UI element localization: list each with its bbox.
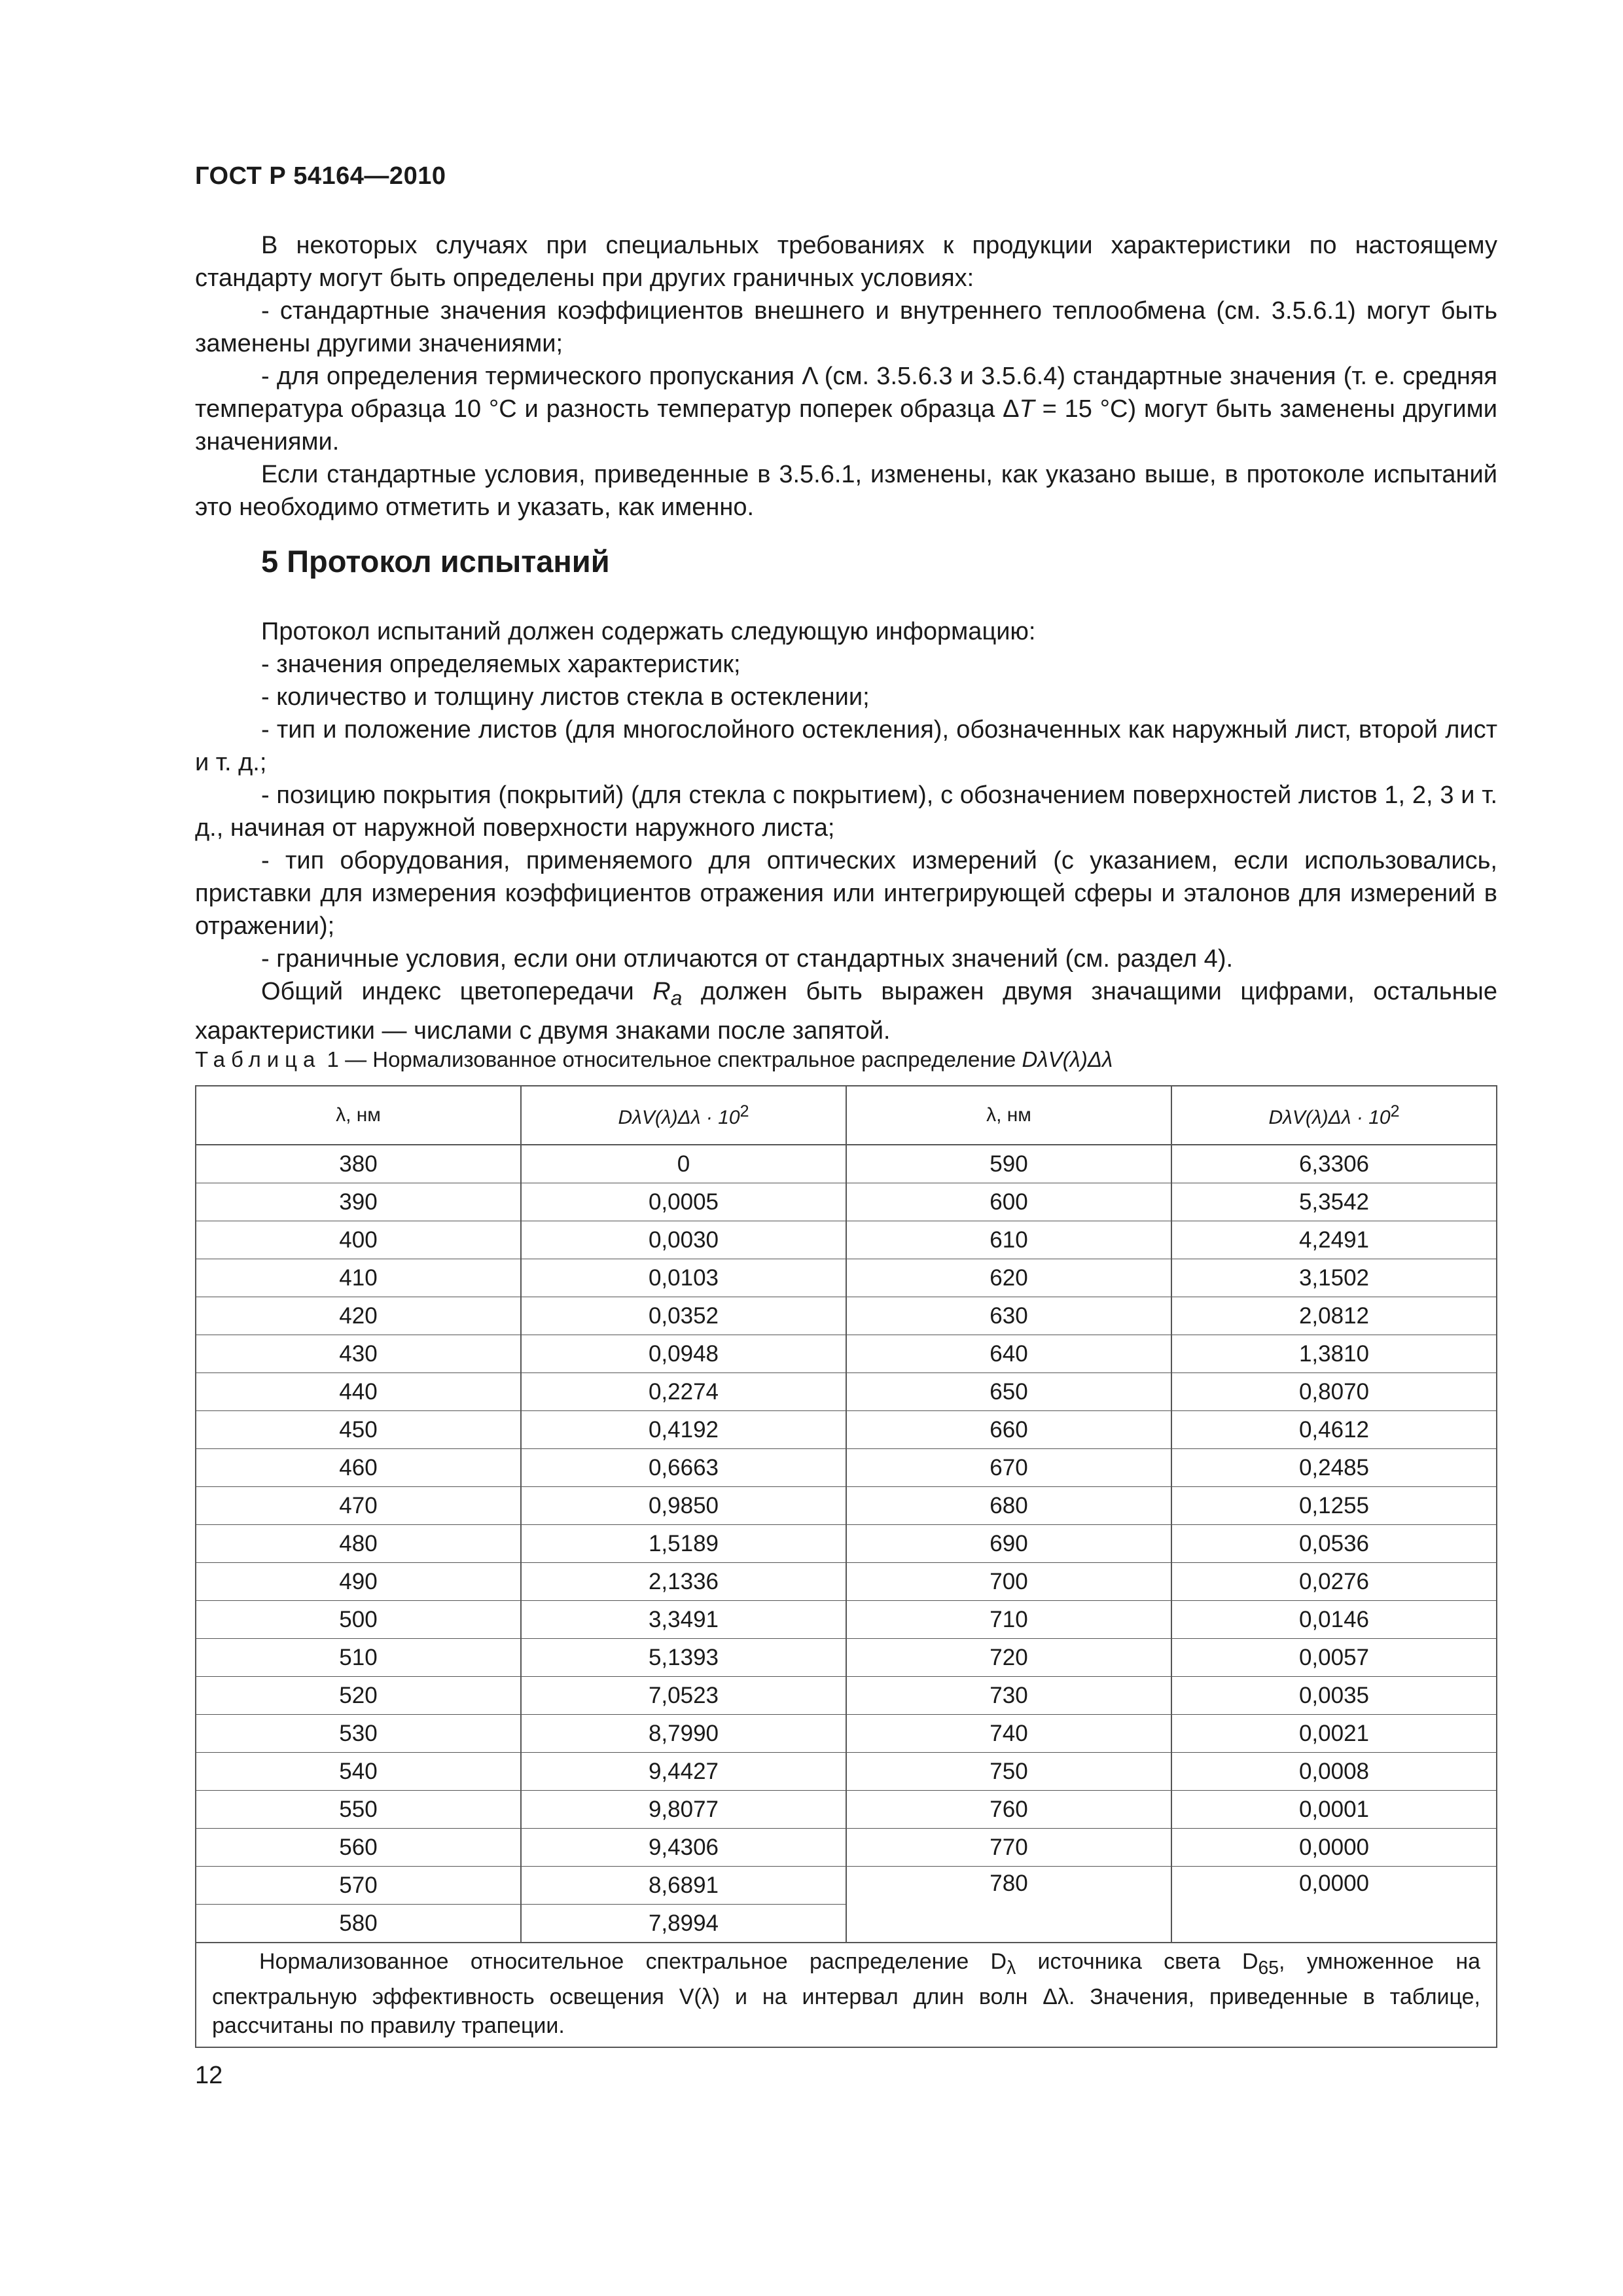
table-cell: 7,8994 xyxy=(521,1905,846,1943)
table-cell: 0,0146 xyxy=(1171,1601,1497,1639)
table-note: Нормализованное относительное спектральное распределение $D_\lambda$ источника света $D_{65}$, умноженное на спектральную эффективность освещения V(λ) и на интервал длин волн Δλ. Значения, приведенные в таблице, рассчитаны по правилу трапеции. xyxy=(196,1943,1497,2047)
table-cell: 5,1393 xyxy=(521,1639,846,1677)
table-cell: 720 xyxy=(846,1639,1171,1677)
table-cell: 610 xyxy=(846,1221,1171,1259)
list-item: - тип оборудования, применяемого для оптических измерений (с указанием, если использовались, приставки для измерения коэффициентов отражения или интегрирующей сферы и эталонов для измерений в отражении); xyxy=(195,847,1497,940)
table-row xyxy=(196,1791,1497,1829)
table-cell: 730 xyxy=(846,1677,1171,1715)
table-cell: 390 xyxy=(196,1183,521,1221)
table-cell: 3,1502 xyxy=(1171,1259,1497,1297)
table-cell: 470 xyxy=(196,1487,521,1525)
table-cell: 0,0030 xyxy=(521,1221,846,1259)
table-cell: 520 xyxy=(196,1677,521,1715)
table-caption: Таблица 1 — Нормализованное относительное спектральное распределение DλV(λ)Δλ xyxy=(195,1047,1113,1071)
table-cell: 680 xyxy=(846,1487,1171,1525)
spectral-table xyxy=(195,1085,1497,2048)
intro-paragraph-2: - стандартные значения коэффициентов внешнего и внутреннего теплообмена (см. 3.5.6.1) могут быть заменены другими значениями; xyxy=(195,297,1497,357)
table-cell: 620 xyxy=(846,1259,1171,1297)
table-cell: 0,4612 xyxy=(1171,1411,1497,1449)
table-row xyxy=(196,1867,1497,1905)
table-cell: 710 xyxy=(846,1601,1171,1639)
table-cell: 0,4192 xyxy=(521,1411,846,1449)
table-row xyxy=(196,1449,1497,1487)
table-cell: 490 xyxy=(196,1563,521,1601)
table-cell: 2,0812 xyxy=(1171,1297,1497,1335)
table-cell: 0,0008 xyxy=(1171,1753,1497,1791)
table-row xyxy=(196,1715,1497,1753)
table-row xyxy=(196,1829,1497,1867)
table-cell: 530 xyxy=(196,1715,521,1753)
table-cell: 0,0948 xyxy=(521,1335,846,1373)
table-row xyxy=(196,1753,1497,1791)
table-cell: 670 xyxy=(846,1449,1171,1487)
table-row xyxy=(196,1297,1497,1335)
table-cell: 560 xyxy=(196,1829,521,1867)
col-header-lambda: λ, нм xyxy=(196,1086,521,1145)
table-row xyxy=(196,1487,1497,1525)
table-cell: 8,6891 xyxy=(521,1867,846,1905)
table-cell: 420 xyxy=(196,1297,521,1335)
table-cell: 450 xyxy=(196,1411,521,1449)
table-cell: 0,0005 xyxy=(521,1183,846,1221)
table-cell: 740 xyxy=(846,1715,1171,1753)
table-cell: 600 xyxy=(846,1183,1171,1221)
table-cell: 0,0057 xyxy=(1171,1639,1497,1677)
table-cell: 0,0001 xyxy=(1171,1791,1497,1829)
table-cell: 0,0000 xyxy=(1171,1829,1497,1867)
table-cell: 0,6663 xyxy=(521,1449,846,1487)
table-cell: 510 xyxy=(196,1639,521,1677)
table-cell: 1,5189 xyxy=(521,1525,846,1563)
table-row xyxy=(196,1563,1497,1601)
col-header-value: $D\lambda V(\lambda)\Delta\lambda \cdot 10^2$ xyxy=(1171,1086,1497,1145)
table-cell: 4,2491 xyxy=(1171,1221,1497,1259)
document-header: ГОСТ Р 54164—2010 xyxy=(195,162,446,190)
section-title: 5 Протокол испытаний xyxy=(261,544,610,579)
intro-paragraph-4: Если стандартные условия, приведенные в 3.5.6.1, изменены, как указано выше, в протоколе испытаний это необходимо отметить и указать, как именно. xyxy=(195,461,1497,521)
table-cell: 780 xyxy=(846,1867,1171,1943)
table-cell: 0,0352 xyxy=(521,1297,846,1335)
table-row xyxy=(196,1183,1497,1221)
table-row xyxy=(196,1373,1497,1411)
table-cell: 0 xyxy=(521,1145,846,1183)
intro-paragraph-1: В некоторых случаях при специальных требованиях к продукции характеристики по настоящему стандарту могут быть определены при других граничных условиях: xyxy=(195,232,1497,292)
table-cell: 580 xyxy=(196,1905,521,1943)
table-cell: 8,7990 xyxy=(521,1715,846,1753)
table-cell: 770 xyxy=(846,1829,1171,1867)
table-cell: 5,3542 xyxy=(1171,1183,1497,1221)
closing-paragraph: Общий индекс цветопередачи $R_a$ должен быть выражен двумя значащими цифрами, остальные характеристики — числами с двумя знаками после запятой. xyxy=(195,978,1497,1045)
list-item: - количество и толщину листов стекла в остеклении; xyxy=(261,683,870,711)
table-cell: 0,0021 xyxy=(1171,1715,1497,1753)
list-item: - значения определяемых характеристик; xyxy=(261,651,741,678)
table-cell: 0,2485 xyxy=(1171,1449,1497,1487)
table-cell: 0,0276 xyxy=(1171,1563,1497,1601)
table-cell: 1,3810 xyxy=(1171,1335,1497,1373)
table-row xyxy=(196,1221,1497,1259)
intro-block xyxy=(195,229,1497,524)
table-row xyxy=(196,1335,1497,1373)
table-cell: 430 xyxy=(196,1335,521,1373)
section-lead: Протокол испытаний должен содержать следующую информацию: xyxy=(261,618,1036,645)
table-cell: 590 xyxy=(846,1145,1171,1183)
table-note-row xyxy=(196,1943,1497,2047)
table-cell: 410 xyxy=(196,1259,521,1297)
table-row xyxy=(196,1639,1497,1677)
table-row xyxy=(196,1601,1497,1639)
table-cell: 400 xyxy=(196,1221,521,1259)
table-cell: 7,0523 xyxy=(521,1677,846,1715)
table-cell: 0,0536 xyxy=(1171,1525,1497,1563)
table-cell: 640 xyxy=(846,1335,1171,1373)
col-header-value: $D\lambda V(\lambda)\Delta\lambda \cdot 10^2$ xyxy=(521,1086,846,1145)
table-cell: 690 xyxy=(846,1525,1171,1563)
list-item: - тип и положение листов (для многослойного остекления), обозначенных как наружный лист, второй лист и т. д.; xyxy=(195,716,1497,776)
table-cell: 0,0035 xyxy=(1171,1677,1497,1715)
table-row xyxy=(196,1145,1497,1183)
table-cell: 570 xyxy=(196,1867,521,1905)
table-cell: 0,2274 xyxy=(521,1373,846,1411)
table-cell: 0,1255 xyxy=(1171,1487,1497,1525)
table-cell: 2,1336 xyxy=(521,1563,846,1601)
table-cell: 9,8077 xyxy=(521,1791,846,1829)
table-cell: 460 xyxy=(196,1449,521,1487)
table-cell: 660 xyxy=(846,1411,1171,1449)
table-cell: 0,9850 xyxy=(521,1487,846,1525)
table-cell: 630 xyxy=(846,1297,1171,1335)
table-cell: 440 xyxy=(196,1373,521,1411)
col-header-lambda: λ, нм xyxy=(846,1086,1171,1145)
table-cell: 750 xyxy=(846,1753,1171,1791)
table-cell: 540 xyxy=(196,1753,521,1791)
table-cell: 9,4427 xyxy=(521,1753,846,1791)
table-cell: 3,3491 xyxy=(521,1601,846,1639)
page-number: 12 xyxy=(195,2062,223,2089)
table-cell: 480 xyxy=(196,1525,521,1563)
table-row xyxy=(196,1677,1497,1715)
table-cell: 500 xyxy=(196,1601,521,1639)
table-header-row xyxy=(196,1086,1497,1145)
list-item: - граничные условия, если они отличаются от стандартных значений (см. раздел 4). xyxy=(261,945,1234,973)
table-row xyxy=(196,1525,1497,1563)
table-cell: 650 xyxy=(846,1373,1171,1411)
table-row xyxy=(196,1259,1497,1297)
table-cell: 700 xyxy=(846,1563,1171,1601)
table-cell: 0,8070 xyxy=(1171,1373,1497,1411)
intro-paragraph-3: - для определения термического пропускания Λ (см. 3.5.6.3 и 3.5.6.4) стандартные значения (т. е. средняя температура образца 10 °С и разность температур поперек образца ΔT = 15 °С) могут быть заменены другими значениями. xyxy=(195,363,1497,456)
table-cell: 6,3306 xyxy=(1171,1145,1497,1183)
list-item: - позицию покрытия (покрытий) (для стекла с покрытием), с обозначением поверхностей листов 1, 2, 3 и т. д., начиная от наружной поверхности наружного листа; xyxy=(195,781,1497,842)
table-cell: 760 xyxy=(846,1791,1171,1829)
table-cell: 9,4306 xyxy=(521,1829,846,1867)
table-cell: 0,0103 xyxy=(521,1259,846,1297)
section-body xyxy=(195,615,1497,1047)
table-row xyxy=(196,1411,1497,1449)
table-cell: 0,0000 xyxy=(1171,1867,1497,1943)
table-cell: 550 xyxy=(196,1791,521,1829)
table-cell: 380 xyxy=(196,1145,521,1183)
